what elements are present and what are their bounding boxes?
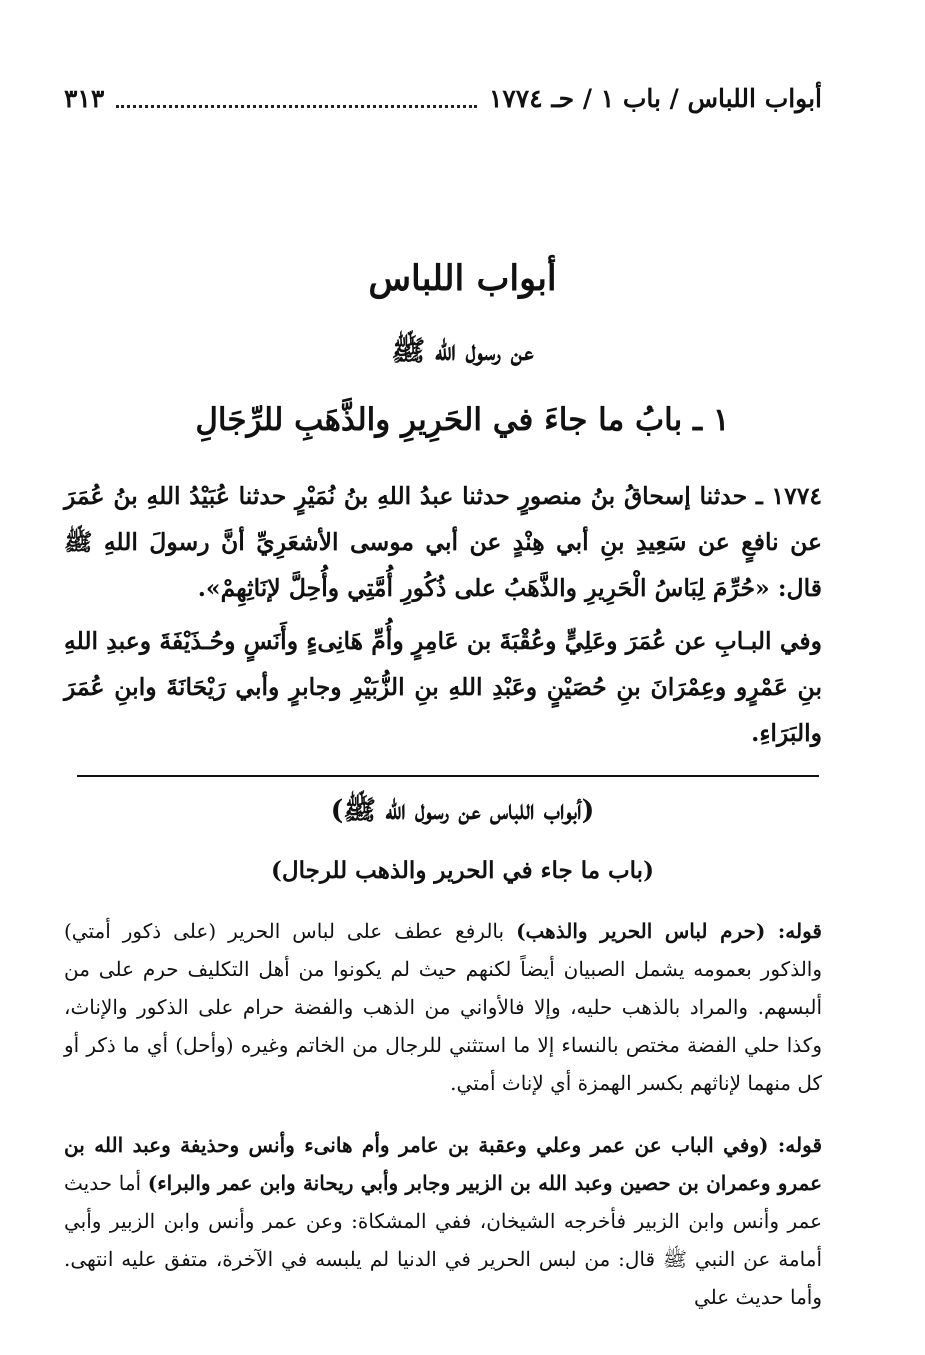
section-subtitle: عن رسول الله ﷺ: [391, 334, 534, 367]
running-header: [64, 78, 822, 118]
footnote-divider: [77, 775, 819, 777]
commentary-paragraph: [64, 912, 822, 1102]
page-number: ٣١٣: [64, 83, 105, 113]
hadith-text: [64, 473, 822, 611]
commentary-subtitle: (باب ما جاء في الحرير والذهب للرجال): [271, 857, 654, 884]
bab-references: وفي البـابِ عن عُمَرَ وعَلِيٍّ وعُقْبَةَ بن عَامِرٍ وأُمِّ هَانِىءٍ وأَنَسٍ وحُـذَيْفَةَ وعبدِ اللهِ بنِ عَمْرٍو وعِمْرَانَ بنِ حُصَيْنٍ وعَبْدِ اللهِ بنِ الزُّبَيْرِ وجابرٍ وأبي رَيْحَانَةَ وابنِ عُمَرَ والبَرَاءِ.: [64, 627, 822, 747]
chapter-title: ١ ـ بابُ ما جاءَ في الحَرِيرِ والذَّهَبِ للرِّجَالِ: [195, 402, 730, 438]
hadith-number: ١٧٧٤: [771, 482, 822, 510]
hadith-body: ـ حدثنا إسحاقُ بنُ منصورٍ حدثنا عبدُ اللهِ بنُ نُمَيْرٍ حدثنا عُبَيْدُ اللهِ بنُ عُمَرَ عن نافعٍ عن سَعِيدِ بنِ أبي هِنْدٍ عن أبي موسى الأشعَرِيِّ أنَّ رسولَ اللهِ ﷺ قال: «حُرِّمَ لِبَاسُ الْحَرِيرِ والذَّهَبُ على ذُكُورِ أُمَّتِي وأُحِلَّ لإنَاثِهِمْ».: [64, 482, 822, 602]
commentary-title: (أبواب اللباس عن رسول الله ﷺ): [330, 795, 595, 826]
commentary-lead: قوله: (حرم لباس الحرير والذهب): [516, 919, 822, 943]
section-title: أبواب اللباس: [368, 258, 557, 299]
commentary-body: بالرفع عطف على لباس الحرير (على ذكور أمتي) والذكور بعمومه يشمل الصبيان أيضاً لكنهم حيث لم يكونوا من أهل التكليف حرم على من ألبسهم. والمراد بالذهب حليه، وإلا فالأواني من الذهب والفضة حرام على الذكور والإناث، وكذا حلي الفضة مختص بالنساء إلا ما استثني للرجال من الخاتم وغيره (وأحل) أي ما ذكر أو كل منهما لإناثهم بكسر الهمزة أي لإناث أمتي.: [64, 919, 822, 1095]
commentary-lead: قوله: (وفي الباب عن عمر وعلي وعقبة بن عامر وأم هانىء وأنس وحذيفة وعبد الله بن عمرو وعمران بن حصين وعبد الله بن الزبير وجابر وأبي ريحانة وابن عمر والبراء): [64, 1133, 822, 1195]
running-title: أبواب اللباس / باب ١ / حـ ١٧٧٤: [488, 83, 822, 113]
commentary-body: أما حديث عمر وأنس وابن الزبير فأخرجه الشيخان، ففي المشكاة: وعن عمر وأنس وابن الزبير وأبي أمامة عن النبي ﷺ قال: من لبس الحرير في الدنيا لم يلبسه في الآخرة، متفق عليه انتهى. وأما حديث علي: [64, 1171, 822, 1309]
commentary-paragraph: [64, 1126, 822, 1316]
dotted-leader: [116, 105, 477, 108]
